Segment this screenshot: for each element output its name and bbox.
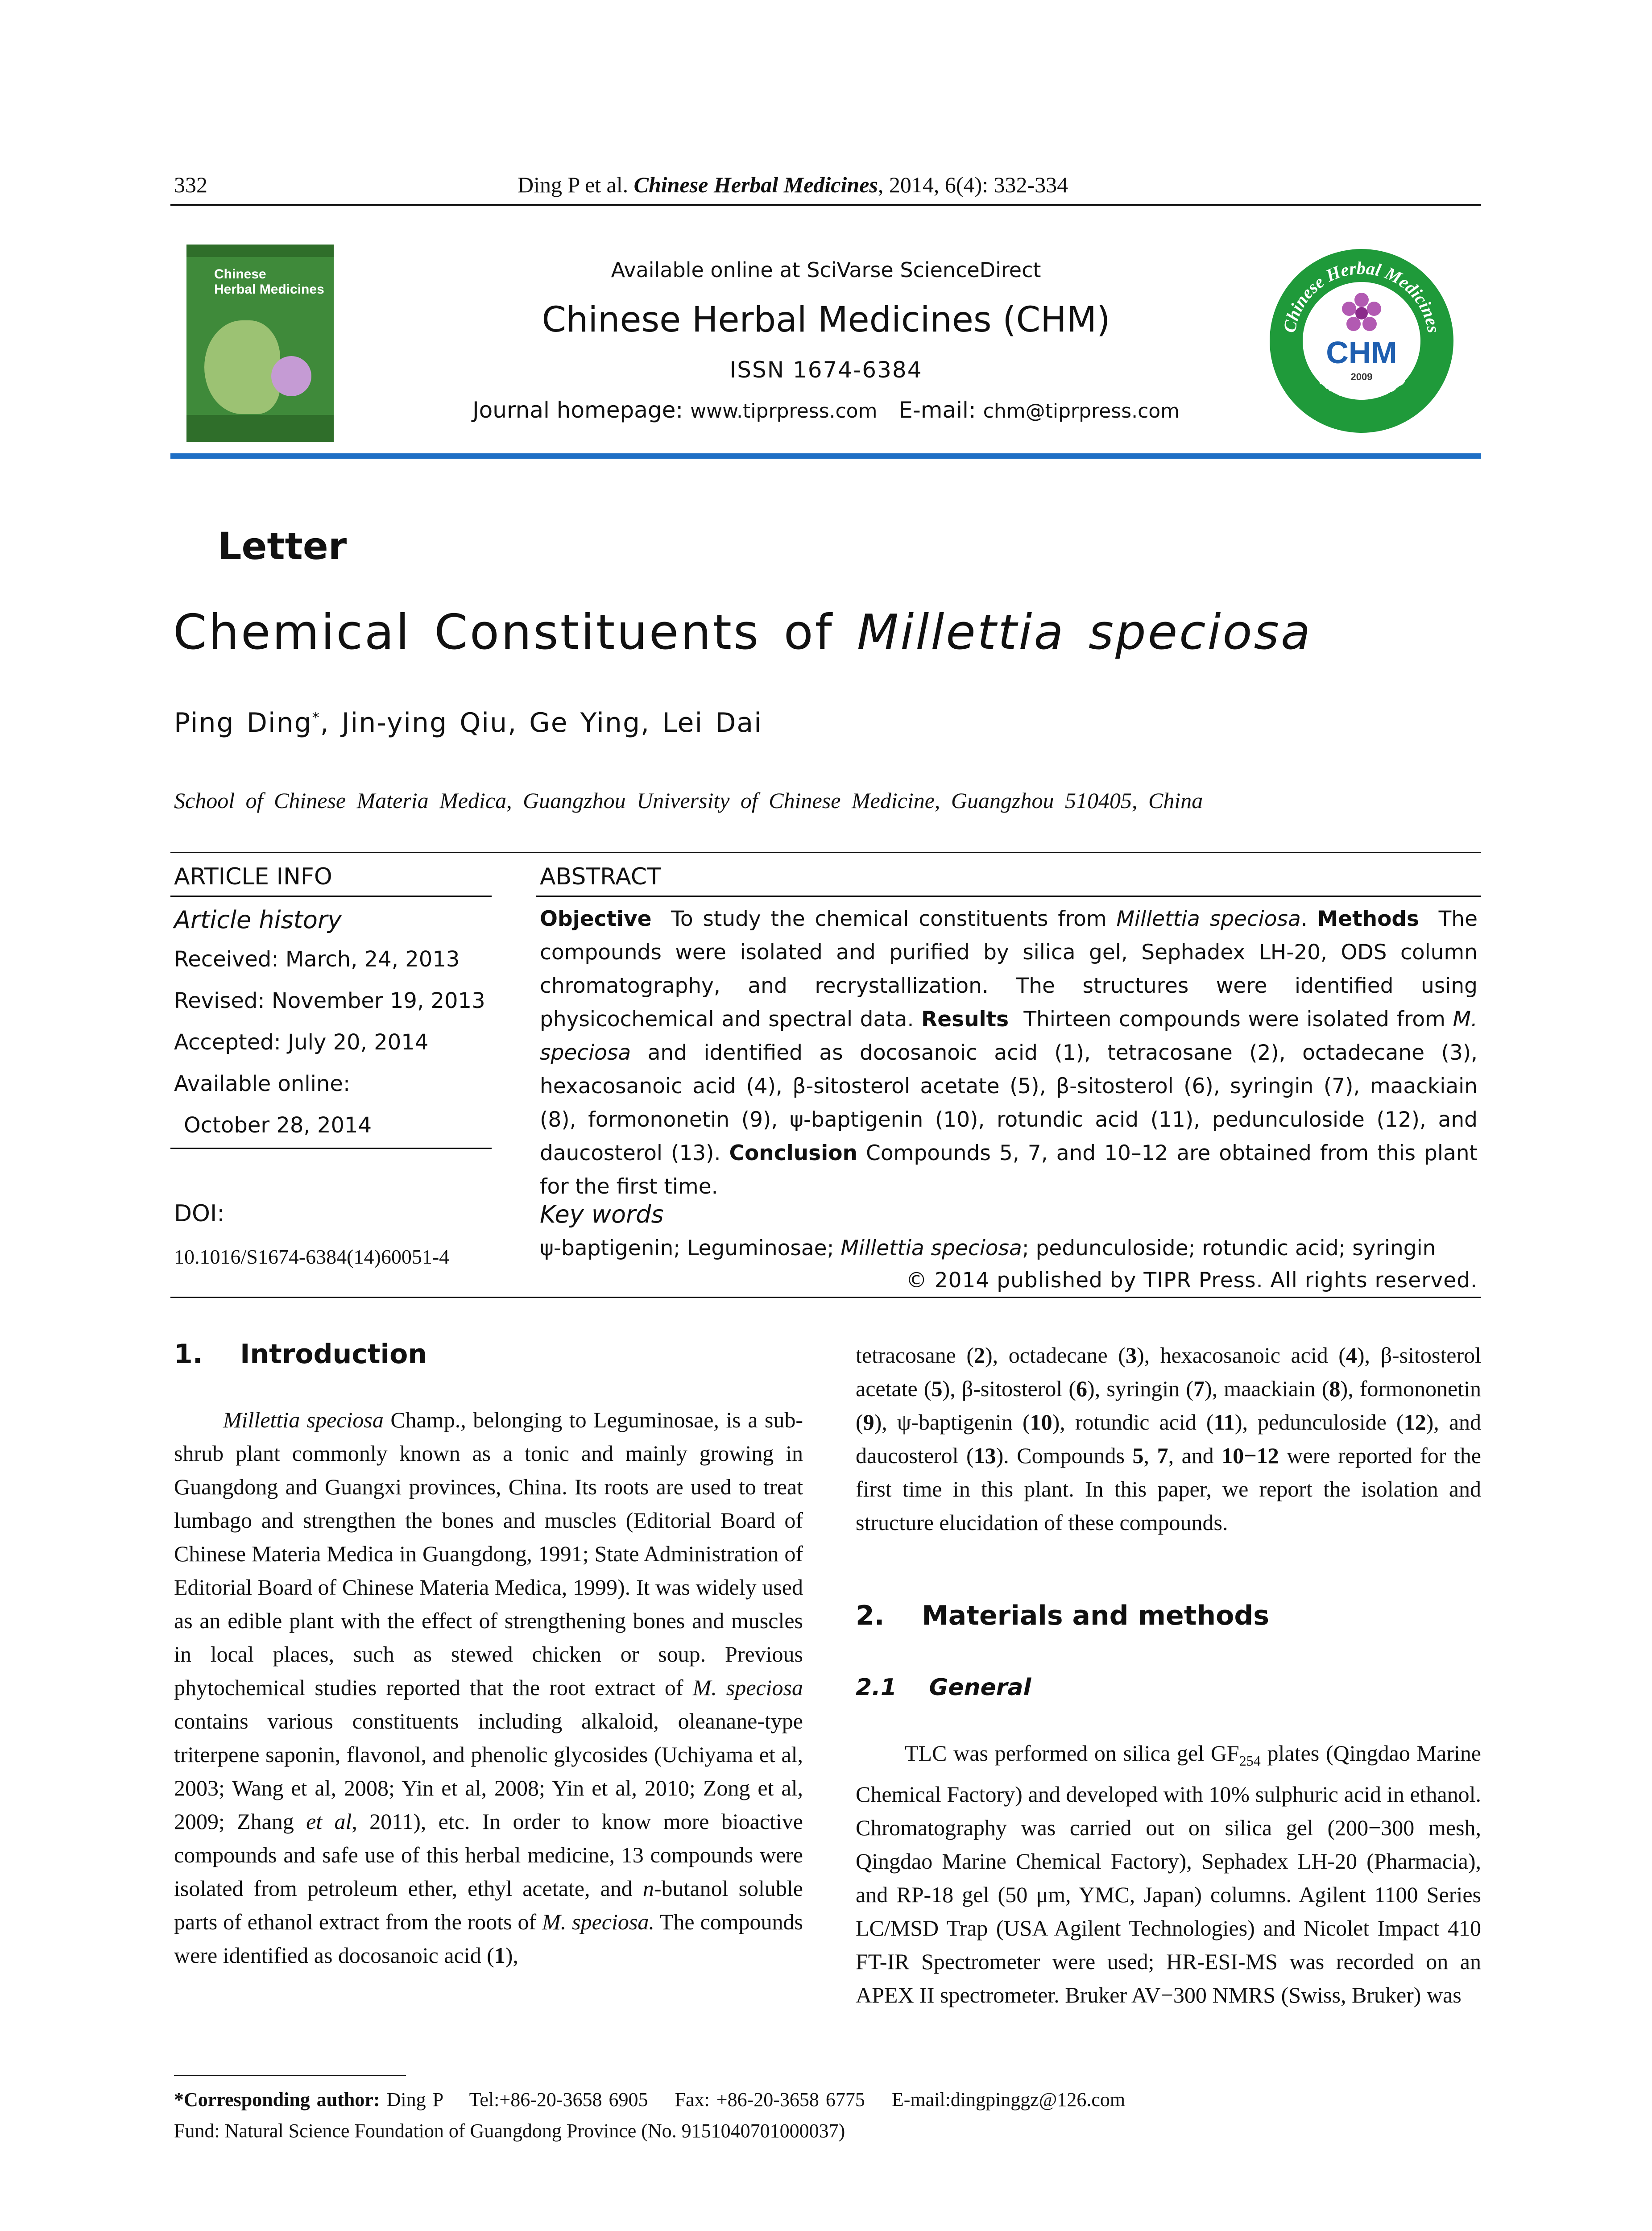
- page-number: 332: [174, 172, 207, 197]
- abstract-text: Objective To study the chemical constituents from Millettia speciosa. Methods The compounds were isolated and purified by silica gel, Sephadex LH-20, ODS column chromatography, and recrystallization. The structures were identified using physicochemical and spectral data. Results Thirteen compounds were isolated from M. speciosa and identified as docosanoic acid (1), tetracosane (2), octadecane (3), hexacosanoic acid (4), β-sitosterol acetate (5), β-sitosterol (6), syringin (7), maackiain (8), formononetin (9), ψ-baptigenin (10), rotundic acid (11), pedunculoside (12), and daucosterol (13). Conclusion Compounds 5, 7, and 10–12 are obtained from this plant for the first time.: [540, 907, 1478, 1199]
- corresponding-author-note: *Corresponding author: Ding P Tel:+86-20-3658 6905 Fax: +86-20-3658 6775 E-mail:dingpinggz@126.com: [174, 2089, 1126, 2111]
- article-history-heading: Article history: [174, 906, 342, 934]
- subsection-heading-general: 2.1 General: [856, 1674, 1031, 1701]
- divider: [170, 896, 492, 897]
- email-link[interactable]: chm@tiprpress.com: [983, 400, 1180, 423]
- divider: [536, 896, 1481, 897]
- svg-text:Chinese Herbal Medicines: Chinese Herbal Medicines: [1279, 257, 1444, 335]
- footnote-rule: [174, 2075, 406, 2076]
- copyright-notice: © 2014 published by TIPR Press. All rights reserved.: [906, 1268, 1478, 1293]
- revised-date: Revised: November 19, 2013: [174, 988, 485, 1013]
- header-rule: [170, 204, 1481, 206]
- received-date: Received: March, 24, 2013: [174, 947, 460, 972]
- available-online-label: Available online:: [174, 1071, 351, 1096]
- running-head: Ding P et al. Chinese Herbal Medicines, 2014, 6(4): 332-334: [518, 172, 1068, 197]
- divider: [170, 1148, 492, 1149]
- available-online-date: October 28, 2014: [184, 1113, 372, 1138]
- masthead-rule: [170, 453, 1481, 459]
- general-paragraph: TLC was performed on silica gel $GF_{254}$ plates (Qingdao Marine Chemical Factory) and developed with 10% sulphuric acid in ethanol. Chromatography was carried out on silica gel (200−300 mesh, Qingdao Marine Chemical Factory), Sephadex LH-20 (Pharmacia), and RP-18 gel (50 μm, YMC, Japan) columns. Agilent 1100 Series LC/MSD Trap (USA Agilent Technologies) and Nicolet Impact 410 FT-IR Spectrometer were used; HR-ESI-MS was recorded on an APEX II spectrometer. Bruker AV−300 NMRS (Swiss, Bruker) was: [856, 1741, 1482, 2007]
- article-title: Chemical Constituents of Millettia speciosa: [173, 605, 1312, 660]
- abstract-heading: ABSTRACT: [540, 863, 661, 890]
- journal-name: Chinese Herbal Medicines (CHM): [542, 300, 1110, 340]
- divider: [170, 852, 1481, 853]
- introduction-paragraph: Millettia speciosa Champ., belonging to Leguminosae, is a sub-shrub plant commonly known as a tonic and mainly growing in Guangdong and Guangxi provinces, China. Its roots are used to treat lumbago and strengthen the bones and muscles (Editorial Board of Chinese Materia Medica in Guangdong, 1991; State Administration of Editorial Board of Chinese Materia Medica, 1999). It was widely used as an edible plant with the effect of strengthening bones and muscles in local places, such as stewed chicken or soup. Previous phytochemical studies reported that the root extract of M. speciosa contains various constituents including alkaloid, oleanane-type triterpene saponin, flavonol, and phenolic glycosides (Uchiyama et al, 2003; Wang et al, 2008; Yin et al, 2008; Yin et al, 2010; Zong et al, 2009; Zhang et al, 2011), etc. In order to know more bioactive compounds and safe use of this herbal medicine, 13 compounds were isolated from petroleum ether, ethyl acetate, and n-butanol soluble parts of ethanol extract from the roots of M. speciosa. The compounds were identified as docosanoic acid (1),: [174, 1407, 803, 1968]
- homepage-link[interactable]: www.tiprpress.com: [690, 400, 878, 423]
- chm-seal-logo: [1267, 246, 1456, 435]
- keywords-heading: Key words: [540, 1200, 664, 1228]
- section-heading-materials-methods: 2. Materials and methods: [856, 1600, 1270, 1631]
- journal-homepage-line: Journal homepage: www.tiprpress.com E-mail: chm@tiprpress.com: [472, 397, 1180, 423]
- author-list: Ping Ding*, Jin-ying Qiu, Ge Ying, Lei Dai: [174, 707, 762, 738]
- affiliation: School of Chinese Materia Medica, Guangzhou University of Chinese Medicine, Guangzhou 510405, China: [174, 788, 1203, 813]
- doi-link[interactable]: 10.1016/S1674-6384(14)60051-4: [174, 1245, 450, 1268]
- availability-line: Available online at SciVarse ScienceDirect: [611, 258, 1041, 282]
- accepted-date: Accepted: July 20, 2014: [174, 1030, 429, 1055]
- issn: ISSN 1674-6384: [729, 357, 923, 383]
- article-type: Letter: [218, 524, 347, 568]
- doi-label: DOI:: [174, 1200, 225, 1227]
- keywords: ψ-baptigenin; Leguminosae; Millettia speciosa; pedunculoside; rotundic acid; syringin: [540, 1236, 1436, 1261]
- introduction-paragraph-continued: tetracosane (2), octadecane (3), hexacosanoic acid (4), β-sitosterol acetate (5), β-sitosterol (6), syringin (7), maackiain (8), formononetin (9), ψ-baptigenin (10), rotundic acid (11), pedunculoside (12), and daucosterol (13). Compounds 5, 7, and 10−12 were reported for the first time in this plant. In this paper, we report the isolation and structure elucidation of these compounds.: [856, 1343, 1482, 1535]
- section-heading-introduction: 1. Introduction: [174, 1339, 427, 1370]
- svg-text:2009: 2009: [1350, 371, 1373, 382]
- svg-text:CHM: CHM: [1326, 335, 1397, 370]
- journal-cover-image: Chinese Herbal Medicines: [186, 245, 334, 442]
- article-info-heading: ARTICLE INFO: [174, 863, 332, 890]
- funding-note: Fund: Natural Science Foundation of Guangdong Province (No. 9151040701000037): [174, 2120, 845, 2142]
- divider: [170, 1297, 1481, 1298]
- svg-text:TIPR PRESS: TIPR PRESS: [1313, 369, 1410, 404]
